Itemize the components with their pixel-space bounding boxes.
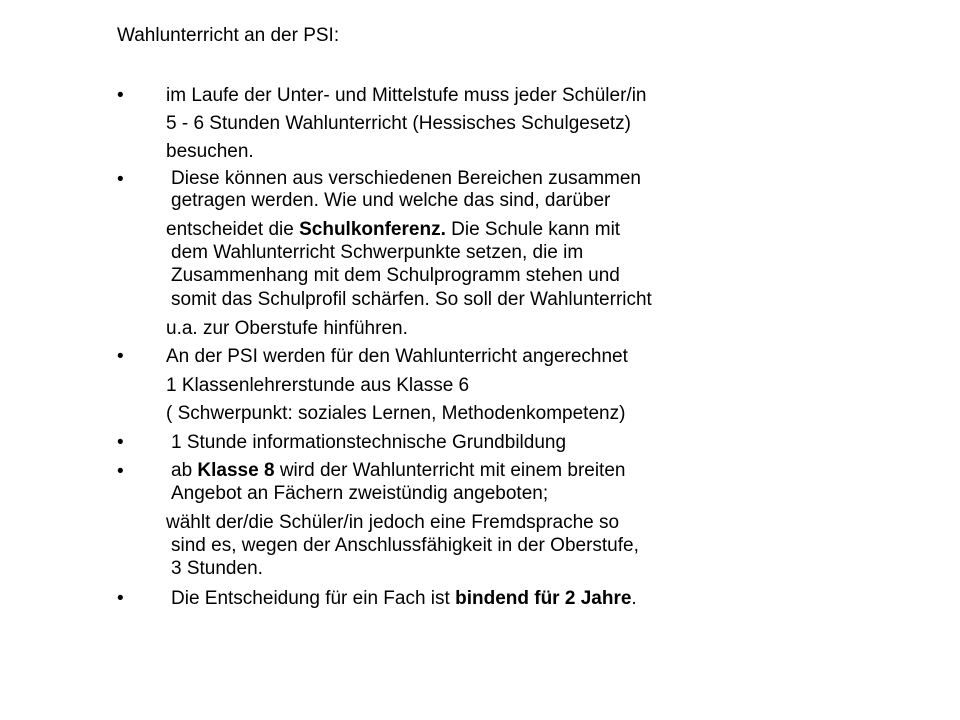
text-line: An der PSI werden für den Wahlunterricht angerechnet [166,346,628,367]
bullet-icon: • [117,432,124,453]
text-line: wählt der/die Schüler/in jedoch eine Fremdsprache so [166,512,620,533]
bullet-icon: • [117,85,124,106]
text-line: getragen werden. Wie und welche das sind, darüber [171,190,611,211]
text-segment: wird der Wahlunterricht mit einem breiten [274,460,626,481]
text-line: 5 - 6 Stunden Wahlunterricht (Hessisches Schulgesetz) [166,113,632,134]
text-line: u.a. zur Oberstufe hinführen. [166,318,408,339]
text-segment: . [631,588,637,609]
slide-title: Wahlunterricht an der PSI: [117,25,340,46]
text-line [171,587,637,610]
text-line: im Laufe der Unter- und Mittelstufe muss jeder Schüler/in [166,85,647,106]
bold-text: Klasse 8 [197,460,275,481]
text-line [171,460,625,481]
text-line [166,219,620,240]
text-line: 1 Stunde informationstechnische Grundbildung [171,432,567,453]
text-line: sind es, wegen der Anschlussfähigkeit in der Oberstufe, [171,535,639,556]
text-line: dem Wahlunterricht Schwerpunkte setzen, die im [171,242,584,263]
text-line: ( Schwerpunkt: soziales Lernen, Methodenkompetenz) [166,403,626,424]
text-line: Diese können aus verschiedenen Bereichen zusammen [171,168,641,189]
text-segment: Die Schule kann mit [445,219,621,240]
text-line: besuchen. [166,141,254,162]
text-line: 1 Klassenlehrerstunde aus Klasse 6 [166,375,470,396]
text-segment: entscheidet die [166,219,300,240]
text-segment: Die Entscheidung für ein Fach ist [171,588,456,609]
bullet-icon: • [117,169,124,190]
bullet-icon: • [117,346,124,367]
text-line: Angebot an Fächern zweistündig angeboten; [171,483,549,504]
text-segment: ab [171,460,198,481]
bold-text: Schulkonferenz. [299,219,446,240]
bullet-icon: • [117,461,124,482]
text-line: Zusammenhang mit dem Schulprogramm stehen und [171,265,620,286]
text-line: somit das Schulprofil schärfen. So soll der Wahlunterricht [171,289,652,310]
bold-text: bindend für 2 Jahre [455,588,632,609]
bullet-icon: • [117,588,124,609]
text-line: 3 Stunden. [171,558,263,579]
